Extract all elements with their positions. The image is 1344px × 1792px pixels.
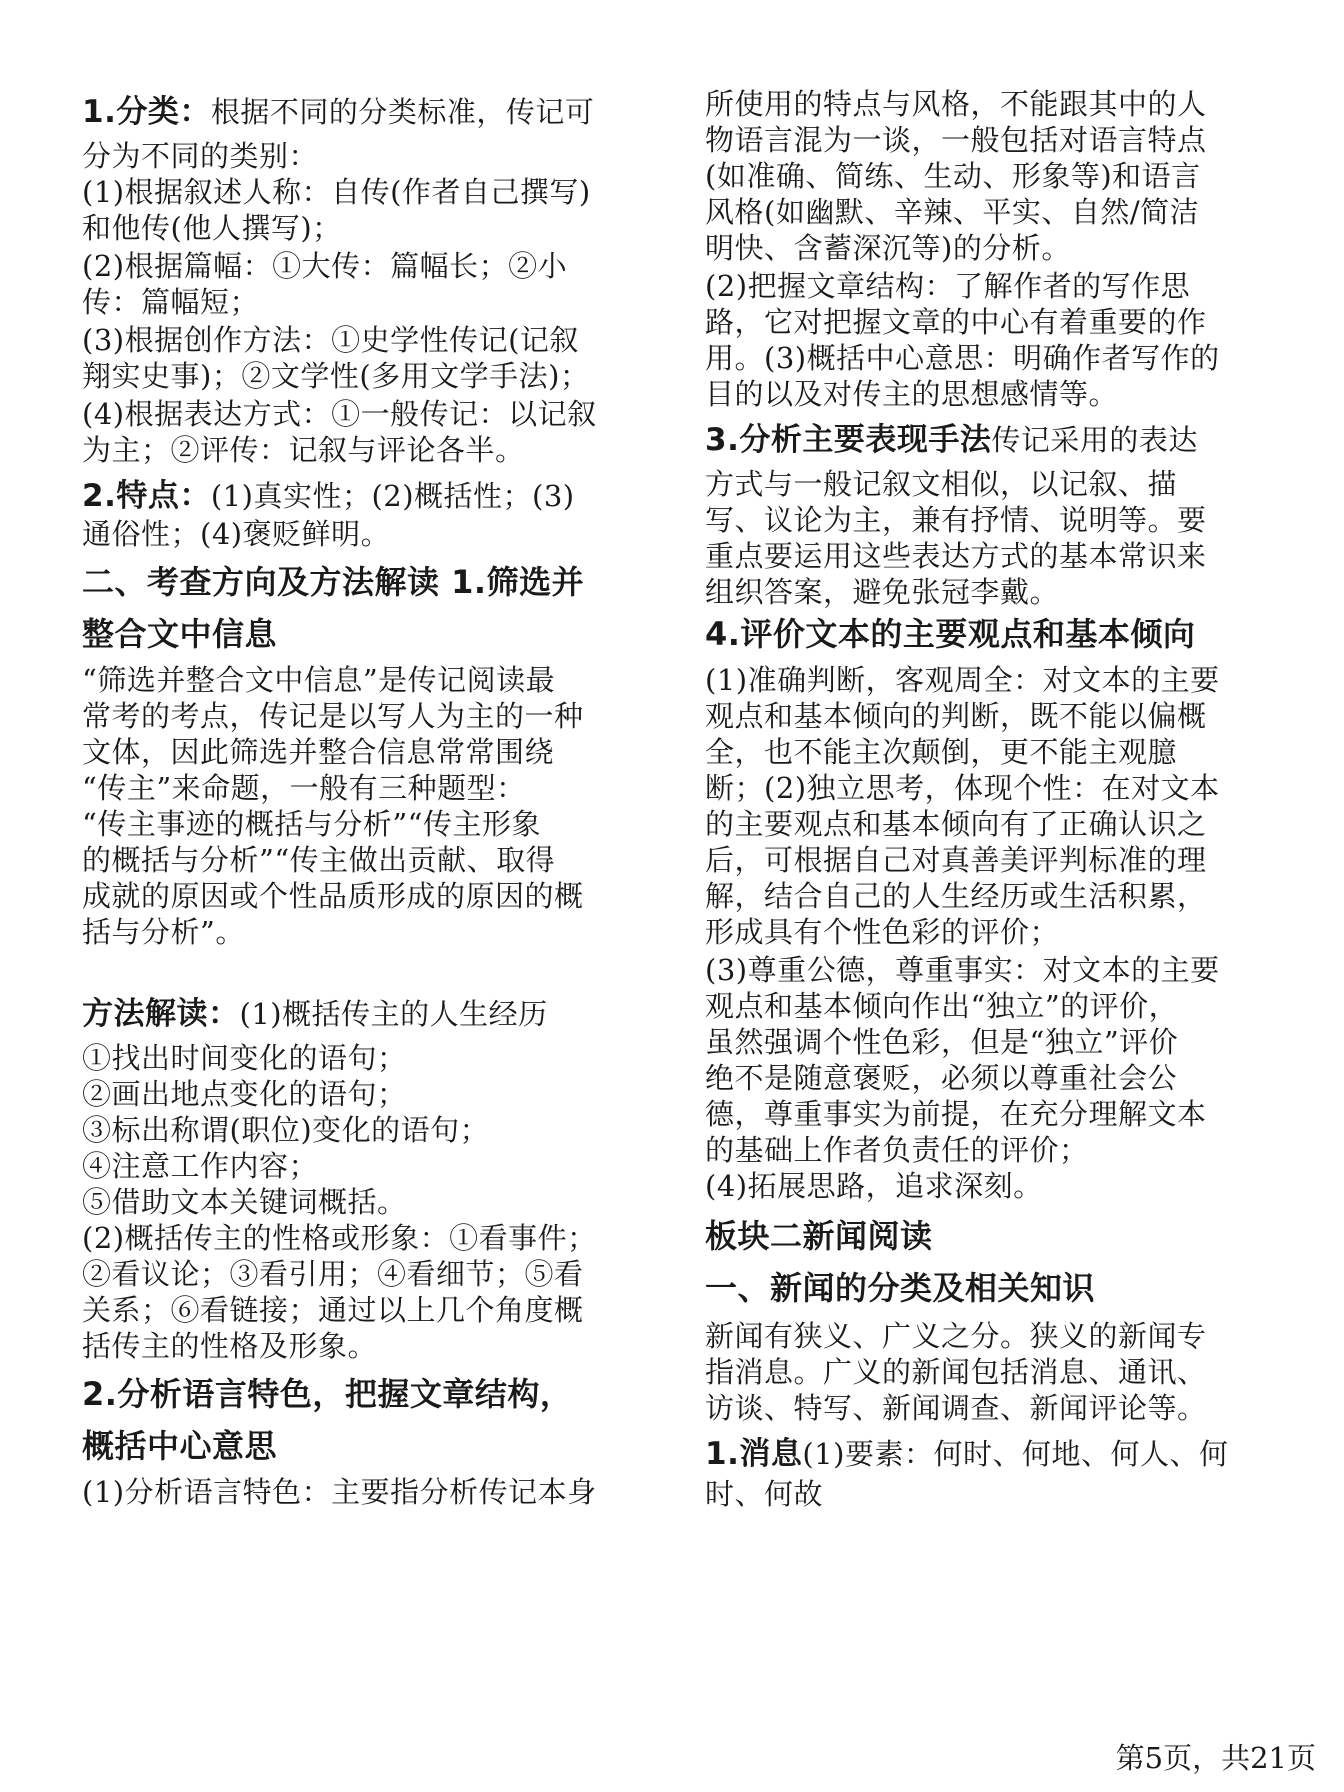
text-line: ①找出时间变化的语句；	[82, 1041, 407, 1075]
text-line: (2)概括传主的性格或形象：①看事件；	[82, 1221, 597, 1255]
text-line: (2)根据篇幅：①大传：篇幅长；②小	[82, 249, 568, 283]
text-line: (4)拓展思路，追求深刻。	[705, 1169, 1043, 1203]
text-line: 括与分析”。	[82, 915, 245, 949]
text-line: 的概括与分析”“传主做出贡献、取得	[82, 843, 556, 877]
text-line: 方式与一般记叙文相似，以记叙、描	[705, 467, 1178, 501]
text-line: ④注意工作内容；	[82, 1149, 319, 1183]
text-line: 风格(如幽默、辛辣、平实、自然/简洁	[705, 195, 1200, 229]
text-line: 2.特点：(1)真实性；(2)概括性；(3)	[82, 478, 575, 514]
text-line: 指消息。广义的新闻包括消息、通讯、	[705, 1355, 1207, 1389]
section-heading: 一、新闻的分类及相关知识	[705, 1269, 1096, 1307]
text-line: 为主；②评传：记叙与评论各半。	[82, 433, 525, 467]
text-line: 括传主的性格及形象。	[82, 1329, 378, 1363]
text-line: 用。(3)概括中心意思：明确作者写作的	[705, 341, 1220, 375]
text-line: ③标出称谓(职位)变化的语句；	[82, 1113, 490, 1147]
section-heading: 二、考查方向及方法解读 1.筛选并	[82, 563, 585, 601]
text-line: “传主”来命题，一般有三种题型：	[82, 771, 526, 805]
text-line: 通俗性；(4)褒贬鲜明。	[82, 517, 391, 551]
section-heading: 板块二新闻阅读	[705, 1217, 933, 1255]
text-line: 访谈、特写、新闻调查、新闻评论等。	[705, 1391, 1207, 1425]
text-line: 时、何故	[705, 1477, 824, 1511]
section-heading: 方法解读：	[82, 996, 240, 1032]
text-line: (3)根据创作方法：①史学性传记(记叙	[82, 323, 579, 357]
text-line: 形成具有个性色彩的评价；	[705, 915, 1060, 949]
text-line: 关系；⑥看链接；通过以上几个角度概	[82, 1293, 584, 1327]
text-line: “传主事迹的概括与分析”“传主形象	[82, 807, 541, 841]
text-line: (4)根据表达方式：①一般传记：以记叙	[82, 397, 597, 431]
text-line: 路，它对把握文章的中心有着重要的作	[705, 305, 1207, 339]
text-line: 全，也不能主次颠倒，更不能主观臆	[705, 735, 1178, 769]
text-line: 解，结合自己的人生经历或生活积累，	[705, 879, 1207, 913]
text-line: 所使用的特点与风格，不能跟其中的人	[705, 87, 1207, 121]
section-heading: 4.评价文本的主要观点和基本倾向	[705, 615, 1196, 653]
text-line: 文体，因此筛选并整合信息常常围绕	[82, 735, 555, 769]
text-line: 虽然强调个性色彩，但是“独立”评价	[705, 1025, 1179, 1059]
text-line: 写、议论为主，兼有抒情、说明等。要	[705, 503, 1207, 537]
text-line: 绝不是随意褒贬，必须以尊重社会公	[705, 1061, 1178, 1095]
section-heading: 2.分析语言特色，把握文章结构，	[82, 1375, 573, 1413]
page-number: 第5页，共21页	[1115, 1741, 1316, 1775]
text-line: 1.消息(1)要素：何时、何地、何人、何	[705, 1436, 1229, 1472]
text-line: 成就的原因或个性品质形成的原因的概	[82, 879, 584, 913]
text-line: 的基础上作者负责任的评价；	[705, 1133, 1089, 1167]
text-line: 目的以及对传主的思想感情等。	[705, 377, 1119, 411]
text-line: 断；(2)独立思考，体现个性：在对文本	[705, 771, 1220, 805]
text-line: ②看议论；③看引用；④看细节；⑤看	[82, 1257, 584, 1291]
text-line: 翔实史事)；②文学性(多用文学手法)；	[82, 359, 590, 393]
text-line: 常考的考点，传记是以写人为主的一种	[82, 699, 584, 733]
section-heading: 整合文中信息	[82, 615, 278, 653]
text-line: 后，可根据自己对真善美评判标准的理	[705, 843, 1207, 877]
text-line: 观点和基本倾向作出“独立”的评价，	[705, 989, 1179, 1023]
text-line: 分为不同的类别：	[82, 139, 319, 173]
text-line: 3.分析主要表现手法传记采用的表达	[705, 422, 1198, 458]
text-line: (1)分析语言特色：主要指分析传记本身	[82, 1475, 597, 1509]
text-line: ⑤借助文本关键词概括。	[82, 1185, 407, 1219]
text-line: “筛选并整合文中信息”是传记阅读最	[82, 663, 556, 697]
section-heading: 2.特点：	[82, 478, 211, 514]
section-heading: 概括中心意思	[82, 1427, 278, 1465]
text-line: (3)尊重公德，尊重事实：对文本的主要	[705, 953, 1220, 987]
text-line: (1)根据叙述人称：自传(作者自己撰写)	[82, 175, 591, 209]
section-heading: 3.分析主要表现手法	[705, 422, 992, 458]
text-line: 德，尊重事实为前提，在充分理解文本	[705, 1097, 1207, 1131]
text-line: 和他传(他人撰写)；	[82, 211, 342, 245]
text-line: 物语言混为一谈，一般包括对语言特点	[705, 123, 1207, 157]
section-heading: 1.分类：	[82, 94, 211, 130]
text-line: (2)把握文章结构：了解作者的写作思	[705, 269, 1191, 303]
text-line: 的主要观点和基本倾向有了正确认识之	[705, 807, 1207, 841]
text-line: 明快、含蓄深沉等)的分析。	[705, 231, 1071, 265]
text-line: 方法解读：(1)概括传主的人生经历	[82, 996, 548, 1032]
section-heading: 1.消息	[705, 1436, 803, 1472]
text-line: 观点和基本倾向的判断，既不能以偏概	[705, 699, 1207, 733]
text-line: (如准确、简练、生动、形象等)和语言	[705, 159, 1201, 193]
text-line: 组织答案，避免张冠李戴。	[705, 575, 1060, 609]
text-line: 重点要运用这些表达方式的基本常识来	[705, 539, 1207, 573]
text-line: (1)准确判断，客观周全：对文本的主要	[705, 663, 1220, 697]
text-line: ②画出地点变化的语句；	[82, 1077, 407, 1111]
text-line: 传：篇幅短；	[82, 285, 260, 319]
text-line: 新闻有狭义、广义之分。狭义的新闻专	[705, 1319, 1207, 1353]
text-line: 1.分类：根据不同的分类标准，传记可	[82, 94, 595, 130]
